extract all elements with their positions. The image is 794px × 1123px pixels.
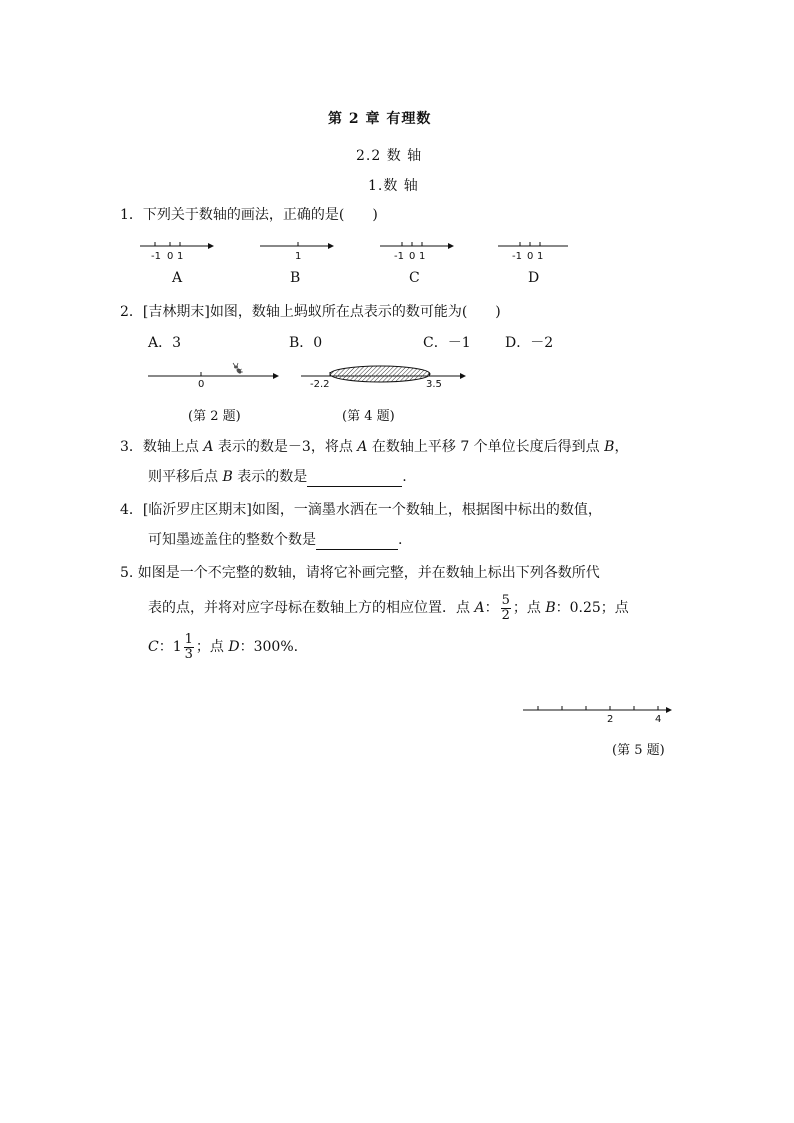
question-1-text: 1．下列关于数轴的画法，正确的是( ): [120, 207, 378, 223]
q1-option-c-label: C: [409, 270, 420, 286]
q1a-tick-0: 0: [167, 251, 174, 262]
subsection-title: 1.数 轴: [368, 178, 419, 194]
question-4-line-1: 4．[临沂罗庄区期末]如图，一滴墨水洒在一个数轴上，根据图中标出的数值，: [120, 502, 602, 518]
q2-tick-zero: 0: [198, 379, 205, 390]
q1d-tick-neg1: -1: [512, 251, 522, 262]
q3-answer-blank[interactable]: [307, 472, 402, 487]
q4-right-value: 3.5: [426, 379, 442, 390]
q1-axis-d: [498, 242, 568, 262]
ink-blot: [330, 366, 430, 382]
q1c-tick-neg1: -1: [394, 251, 404, 262]
q5-tick-2: 2: [607, 714, 614, 725]
q4-caption: (第 4 题): [342, 409, 395, 424]
q1-options-figure: [130, 236, 590, 286]
question-4-line-2: 可知墨迹盖住的整数个数是 .: [148, 532, 403, 548]
q1c-tick-1: 1: [419, 251, 426, 262]
q1-axis-c: [380, 242, 454, 262]
q1a-tick-neg1: -1: [151, 251, 161, 262]
question-3-line-2: 则平移后点 B 表示的数是 .: [148, 469, 407, 485]
q5-caption: (第 5 题): [612, 743, 665, 758]
q2-option-d: D．－2: [505, 335, 554, 351]
q2-option-a: A．3: [148, 335, 182, 351]
q4-left-value: -2.2: [310, 379, 330, 390]
question-3-line-1: 3．数轴上点 A 表示的数是－3，将点 A 在数轴上平移 7 个单位长度后得到点 B，: [120, 439, 629, 455]
question-5-line-2: 表的点，并将对应字母标在数轴上方的相应位置．点 A： $\frac{5}{2}$ ；点 B：0.25；点: [148, 592, 629, 623]
q1-option-d-label: D: [528, 270, 540, 286]
q1-axis-a: [140, 242, 214, 262]
section-title: 2.2 数 轴: [356, 148, 423, 164]
q5-tick-4: 4: [655, 714, 662, 725]
chapter-title: 第 2 章 有理数: [328, 111, 432, 127]
q5-figure: [520, 698, 680, 728]
q2-option-b: B．0: [289, 335, 323, 351]
q1b-tick-1: 1: [295, 251, 302, 262]
fraction-five-halves: $\frac{5}{2}$: [501, 592, 510, 623]
fraction-one-third: $\frac{1}{3}$: [184, 631, 193, 662]
q1-option-a-label: A: [172, 270, 183, 286]
q1d-tick-1: 1: [537, 251, 544, 262]
q1d-tick-0: 0: [527, 251, 534, 262]
q4-answer-blank[interactable]: [316, 535, 398, 550]
ant-icon: [233, 363, 243, 375]
q4-figure: [298, 360, 473, 390]
q2-caption: (第 2 题): [188, 409, 241, 424]
q1-option-b-label: B: [290, 270, 301, 286]
q1a-tick-1: 1: [177, 251, 184, 262]
question-2-text: 2．[吉林期末]如图，数轴上蚂蚁所在点表示的数可能为( ): [120, 304, 501, 320]
question-5-line-3: C：1 $\frac{1}{3}$ ；点 D：300%.: [148, 631, 299, 662]
q1c-tick-0: 0: [409, 251, 416, 262]
question-5-line-1: 5. 如图是一个不完整的数轴，请将它补画完整，并在数轴上标出下列各数所代: [120, 565, 600, 581]
q2-option-c: C．－1: [423, 335, 471, 351]
q2-figure: [145, 360, 285, 390]
q1-axis-b: [260, 242, 334, 262]
